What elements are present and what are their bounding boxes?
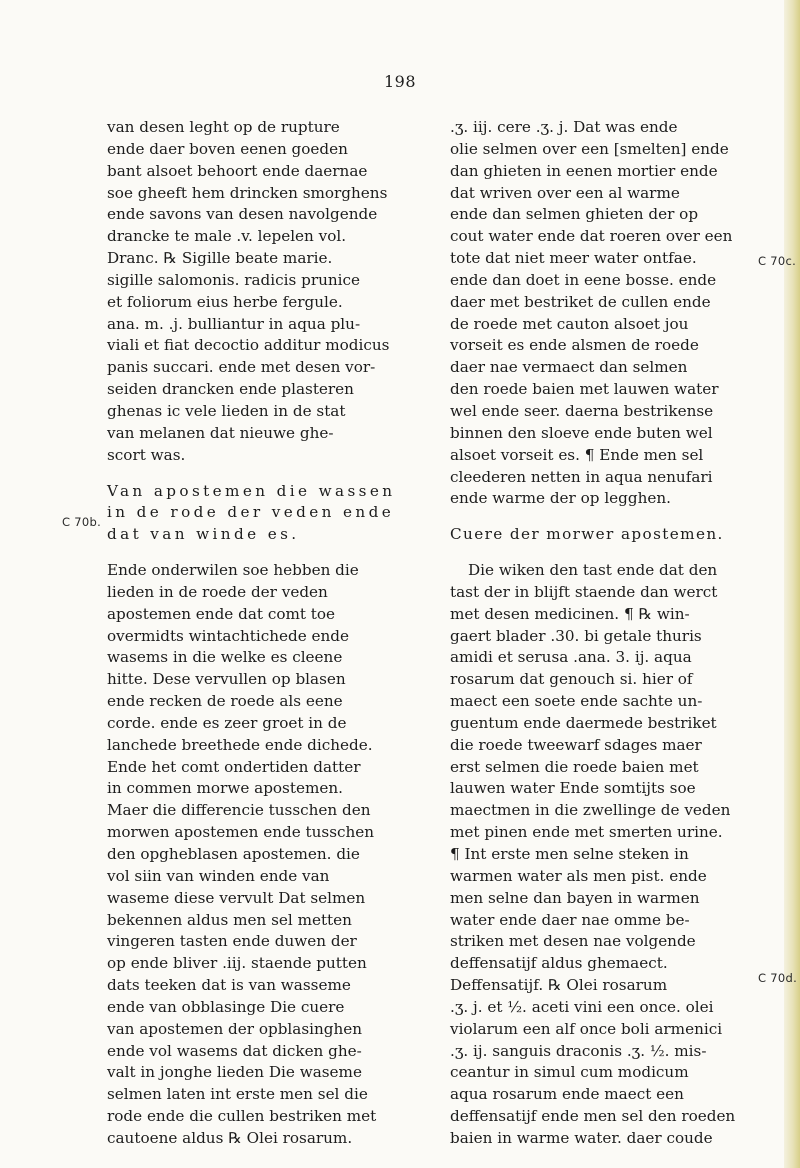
text-line: men selne dan bayen in warmen (450, 888, 700, 907)
text-line: daer nae vermaect dan selmen (450, 358, 688, 377)
text-line: rode ende die cullen bestriken met (107, 1107, 377, 1126)
text-line: waseme diese vervult Dat selmen (107, 888, 366, 907)
text-line: in commen morwe apostemen. (107, 779, 343, 798)
text-line: tast der in blijft staende dan werct (450, 582, 718, 601)
text-line: maect een soete ende sachte un- (450, 692, 703, 711)
text-line: hitte. Dese vervullen op blasen (107, 670, 346, 689)
text-line: scort was. (107, 445, 186, 464)
text-line: panis succari. ende met desen vor- (107, 358, 376, 377)
text-line: .ʒ. j. et ½. aceti vini een once. olei (450, 997, 714, 1016)
text-line: amidi et serusa .ana. 3. ij. aqua (450, 648, 692, 667)
text-line: valt in jonghe lieden Die waseme (107, 1063, 362, 1082)
text-line: Maer die differencie tusschen den (107, 801, 371, 820)
text-line: soe gheeft hem drincken smorghens (107, 183, 388, 202)
text-line: vol siin van winden ende van (107, 866, 330, 885)
text-line: seiden drancken ende plasteren (107, 380, 354, 399)
text-line: .ʒ. iij. cere .ʒ. j. Dat was ende (450, 118, 678, 136)
text-line: ghenas ic vele lieden in de stat (107, 401, 346, 420)
text-line: van apostemen der opblasinghen (107, 1019, 363, 1038)
section-heading: Cuere der morwer apostemen. (450, 525, 724, 544)
text-line: .ʒ. ij. sanguis draconis .ʒ. ½. mis- (450, 1041, 707, 1060)
text-line: vorseit es ende alsmen de roede (450, 336, 699, 355)
section-heading-line: Van apostemen die wassen (107, 481, 396, 500)
text-line: erst selmen die roede baien met (450, 757, 699, 776)
text-line: et foliorum eius herbe fergule. (107, 292, 343, 311)
text-line: Deffensatijf. ℞ Olei rosarum (450, 976, 668, 995)
text-line: drancke te male .v. lepelen vol. (107, 227, 347, 246)
text-line: die roede tweewarf sdages maer (450, 735, 702, 754)
text-line: de roede met cauton alsoet jou (450, 314, 689, 333)
text-line: binnen den sloeve ende buten wel (450, 423, 713, 442)
text-line: lieden in de roede der veden (107, 582, 328, 601)
text-line: Ende het comt ondertiden datter (107, 757, 361, 776)
text-line: bekennen aldus men sel metten (107, 910, 352, 929)
text-line: cout water ende dat roeren over een (450, 227, 733, 246)
text-line: vingeren tasten ende duwen der (107, 932, 357, 951)
page-edge (784, 0, 800, 1168)
page-number: 198 (383, 72, 417, 91)
text-line: dats teeken dat is van wasseme (107, 976, 351, 995)
text-line: Die wiken den tast ende dat den (468, 561, 718, 580)
text-line: selmen laten int erste men sel die (107, 1085, 368, 1104)
text-line: ende recken de roede als eene (107, 692, 343, 711)
left-column (107, 117, 432, 1150)
text-line: met pinen ende met smerten urine. (450, 823, 723, 842)
text-line: aqua rosarum ende maect een (450, 1085, 684, 1104)
section-heading-line: dat van winde es. (107, 525, 300, 544)
text-line: wasems in die welke es cleene (107, 648, 343, 667)
text-line: corde. ende es zeer groet in de (107, 713, 347, 732)
text-line: met desen medicinen. ¶ ℞ win- (450, 604, 690, 623)
text-line: tote dat niet meer water ontfae. (450, 249, 697, 268)
text-line: water ende daer nae omme be- (450, 910, 690, 929)
margin-note-left: C 70b. (62, 515, 102, 529)
text-line: wel ende seer. daerna bestrikense (450, 401, 714, 420)
text-line: dat wriven over een al warme (450, 183, 680, 202)
text-line: den roede baien met lauwen water (450, 380, 719, 399)
text-line: striken met desen nae volgende (450, 932, 696, 951)
text-line: Ende onderwilen soe hebben die (107, 561, 359, 580)
text-line: ana. m. .j. bulliantur in aqua plu- (107, 314, 361, 333)
text-line: cleederen netten in aqua nenufari (450, 467, 713, 486)
text-line: lanchede breethede ende dichede. (107, 735, 373, 754)
text-line: bant alsoet behoort ende daernae (107, 161, 368, 180)
text-line: van melanen dat nieuwe ghe- (107, 423, 334, 442)
text-line: violarum een alf once boli armenici (450, 1019, 723, 1038)
text-line: den opgheblasen apostemen. die (107, 845, 360, 863)
text-line: ende daer boven eenen goeden (107, 139, 348, 158)
text-line: lauwen water Ende somtijts soe (450, 779, 696, 798)
text-line: ende savons van desen navolgende (107, 205, 378, 224)
text-line: deffensatijf aldus ghemaect. (450, 954, 668, 973)
text-line: ende van obblasinge Die cuere (107, 997, 345, 1016)
text-line: van desen leght op de rupture (107, 118, 340, 136)
section-heading-line: in de rode der veden ende (107, 503, 395, 522)
text-line: viali et fiat decoctio additur modicus (107, 336, 390, 355)
text-line: ende vol wasems dat dicken ghe- (107, 1041, 362, 1060)
text-line: deffensatijf ende men sel den roeden (450, 1107, 736, 1126)
right-column (450, 117, 775, 1150)
text-line: overmidts wintachtichede ende (107, 626, 350, 645)
text-line: cautoene aldus ℞ Olei rosarum. (107, 1128, 353, 1147)
text-line: sigille salomonis. radicis prunice (107, 270, 361, 289)
text-line: warmen water als men pist. ende (450, 866, 707, 885)
text-line: ceantur in simul cum modicum (450, 1063, 689, 1082)
text-line: baien in warme water. daer coude (450, 1128, 713, 1147)
text-line: gaert blader .30. bi getale thuris (450, 626, 702, 645)
text-line: rosarum dat genouch si. hier of (450, 670, 693, 689)
margin-note-right-2: C 70d. (758, 971, 798, 985)
text-line: ende dan doet in eene bosse. ende (450, 270, 717, 289)
text-line: ¶ Int erste men selne steken in (450, 845, 689, 863)
text-line: apostemen ende dat comt toe (107, 604, 336, 623)
text-line: ende warme der op legghen. (450, 489, 671, 508)
text-line: dan ghieten in eenen mortier ende (450, 161, 718, 180)
text-line: olie selmen over een [smelten] ende (450, 139, 729, 158)
text-line: Dranc. ℞ Sigille beate marie. (107, 249, 333, 268)
text-line: guentum ende daermede bestriket (450, 713, 717, 732)
text-line: maectmen in die zwellinge de veden (450, 801, 731, 820)
text-line: morwen apostemen ende tusschen (107, 823, 375, 842)
text-line: op ende bliver .iij. staende putten (107, 954, 367, 973)
text-line: alsoet vorseit es. ¶ Ende men sel (450, 445, 704, 464)
text-line: daer met bestriket de cullen ende (450, 292, 711, 311)
text-line: ende dan selmen ghieten der op (450, 205, 699, 224)
margin-note-right-1: C 70c. (758, 254, 797, 268)
